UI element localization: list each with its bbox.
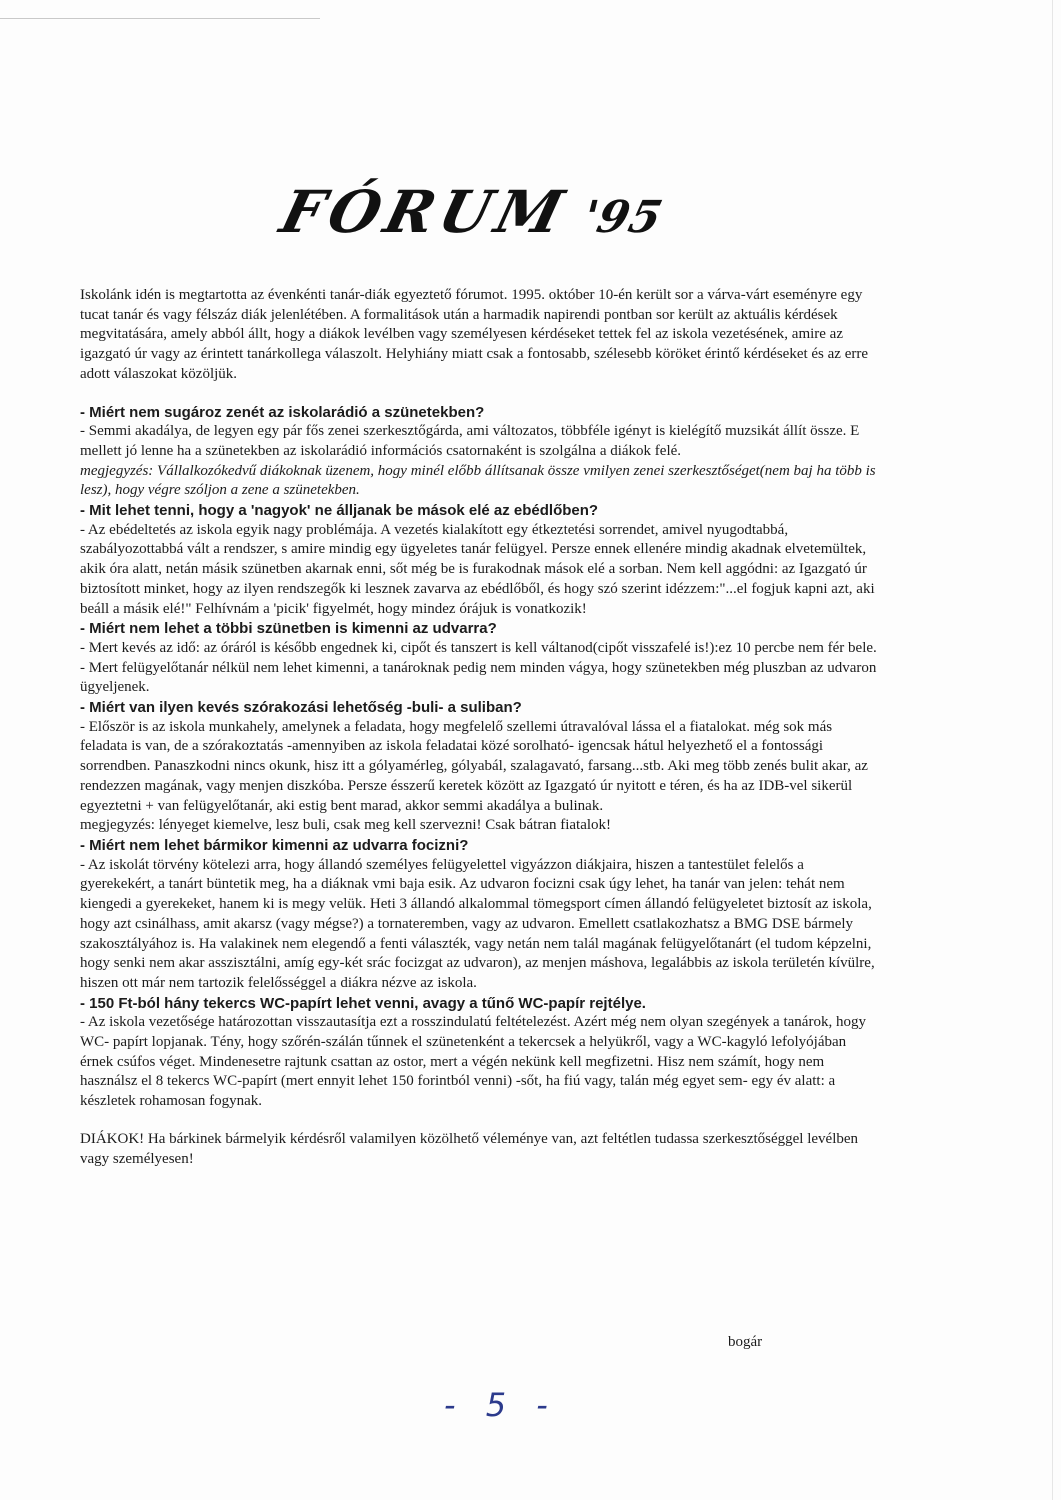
question-canteen: - Mit lehet tenni, hogy a 'nagyok' ne álljanak be mások elé az ebédlőben?	[80, 502, 599, 520]
question-radio: - Miért nem sugároz zenét az iskolarádió a szünetekben?	[80, 403, 485, 421]
question-party: - Miért van ilyen kevés szórakozási lehetőség -buli- a suliban?	[80, 699, 522, 717]
intro-paragraph: Iskolánk idén is megtartotta az évenkénti tanár-diák egyeztető fórumot. 1995. október 10-én került sor a várva-várt eseményre egy tucat tanár és vagy félszáz diák jelenlétében. A formalitások után a harmadik napirendi pontban sor került az aktuális kérdések megvitatására, amely abból állt, hogy a diákok levélben vagy személyesen kérdéseket tettek fel az iskola vezetésének, amire az igazgató úr vagy az érintett tanárkollega válaszolt. Helyhiány miatt csak a fontosabb, szélesebb köröket érintő kérdéseket és az erre adott válaszokat közöljük.	[80, 287, 869, 382]
answer-radio: - Semmi akadálya, de legyen egy pár fős zenei szerkesztőgárda, ami változatos, többféle igényt is kielégítő muzsikát állít össze. E mellett jó lenne ha a szünetekben az iskolarádió információs csatornaként is szolgálna a diákok felé.	[80, 423, 860, 459]
closing-paragraph: DIÁKOK! Ha bárkinek bármelyik kérdésről valamilyen közölhető véleménye van, azt feltétlen tudassa szerkesztőséggel levélben vagy személyesen!	[80, 1130, 859, 1167]
answer-breaks-2: - Mert felügyelőtanár nélkül nem lehet kimenni, a tanároknak pedig nem minden vágya, hogy szünetekben még pluszban az udvaron ügyeljenek.	[80, 659, 877, 696]
question-football: - Miért nem lehet bármikor kimenni az udvarra focizni?	[80, 836, 469, 854]
answer-party: - Először is az iskola munkahely, amelynek a feladata, hogy megfelelő szellemi útravalóval lássa el a fiatalokat. még sok más feladata is van, de a szórakoztatás -amennyiben az iskola feladatai közé sorolható- igencsak hátul helyezhető el a fontossági sorrendben. Panaszkodni nincs okunk, hisz itt a gólyamérleg, gólyabál, szalagavató, farsang...stb. Aki meg több zenés bulit akar, az rendezzen magának, vagy menjen diszkóba. Persze ésszerű keretek között az Igazgató úr nyitott e téren, és ha az IDB-vel sikerül egyeztetni + van felügyelőtanár, aki estig bent marad, akkor semmi akadálya a bulinak.	[80, 718, 868, 814]
question-breaks: - Miért nem lehet a többi szünetben is kimenni az udvarra?	[80, 620, 497, 638]
note-radio: megjegyzés: Vállalkozókedvű diákoknak üzenem, hogy minél előbb állítsanak össze vmilyen zenei szerkesztőséget(nem baj ha több is lesz), hogy végre szóljon a zene a szünetekben.	[80, 462, 876, 499]
answer-toilet-paper: - Az iskola vezetősége határozottan visszautasítja ezt a rosszindulatú feltételezést. Azért még nem olyan szegények a tanárok, hogy WC- papírt lopjanak. Tény, hogy szőrén-szálán tűnnek el szünetenként a tekercsek a helyükről, vagy a WC-kagyló lefolyójában érnek csúfos véget. Mindenesetre rajtunk csattan az ostor, mert a végén nekünk kell megfizetni. Hisz nem számít, hogy nem használsz el 8 tekercs WC-papírt (mert ennyit lehet 150 forintból venni) -sőt, ha fiú vagy, talán még egyet sem- egy év alatt: a készletek rohamosan fogynak.	[80, 1014, 866, 1110]
title-text: FÓRUM	[274, 178, 576, 246]
title-year: '95	[577, 192, 668, 243]
scan-artifact-line	[0, 18, 320, 19]
answer-breaks-1: - Mert kevés az idő: az óráról is később engednek ki, cipőt és tanszert is kell váltanod(cipőt visszafelé is!):ez 10 percbe nem fér bele.	[80, 639, 877, 656]
answer-canteen: - Az ebédeltetés az iskola egyik nagy problémája. A vezetés kialakított egy étkeztetési sorrendet, amivel nyugodtabbá, szabályozottabbá vált a rendszer, s amire mindig egy ügyeletes tanár felügyel. Persze ennek ellenére mindig akadnak elvetemültek, akik óra alatt, netán másik szünetben akarnak enni, sőt még be is furakodnak mások elé a sorban. Nem kell aggódni: az Igazgató úr biztosított minket, hogy az ilyen rendszegők ki lesznek zavarva az ebédlőből, és hogy szó szerint idézzem:"...el fogjuk kapni azt, aki beáll a másik elé!" Felhívnám a 'picik' figyelmét, hogy mindez órájuk is vonatkozik!	[80, 521, 875, 617]
page-title	[273, 178, 721, 250]
question-toilet-paper: - 150 Ft-ból hány tekercs WC-papírt lehet venni, avagy a tűnő WC-papír rejtélye.	[80, 994, 646, 1012]
answer-football: - Az iskolát törvény kötelezi arra, hogy állandó személyes felügyelettel vigyázzon diákjaira, hiszen a tantestület felelős a gyerekekért, a tanárt büntetik meg, ha a diáknak vmi baja esik. Az udvaron focizni csak úgy lehet, ha tanár van jelen: tehát nem kiengedi a gyerekeket, hanem ki is megy velük. Heti 3 állandó alkalommal tömegsport címen állandó felügyeletet biztosít az iskola, hogy azt csinálhass, amit akarsz (vagy mégse?) a tornateremben, vagy az udvaron. Emellett csatlakozhatsz a BMG DSE bármely szakosztályához is. Ha valakinek nem elegendő a fenti választék, vagy netán nem talál magának felügyelőtanárt (el tudom képzelni, hogy senki nem akar asszisztálni, amíg egy-két srác focizgat az udvaron), az menjen máshova, legalábbis az iskola területén kívülre, hiszen ott már nem tartozik felelősséggel a diákra nézve az iskola.	[80, 856, 875, 991]
author-signature: bogár	[728, 1334, 763, 1350]
page-number: - 5 -	[444, 1386, 558, 1424]
article-body	[80, 286, 880, 1169]
scan-edge	[1052, 0, 1053, 1500]
note-party: megjegyzés: lényeget kiemelve, lesz buli, csak meg kell szervezni! Csak bátran fiatalok!	[80, 817, 612, 834]
